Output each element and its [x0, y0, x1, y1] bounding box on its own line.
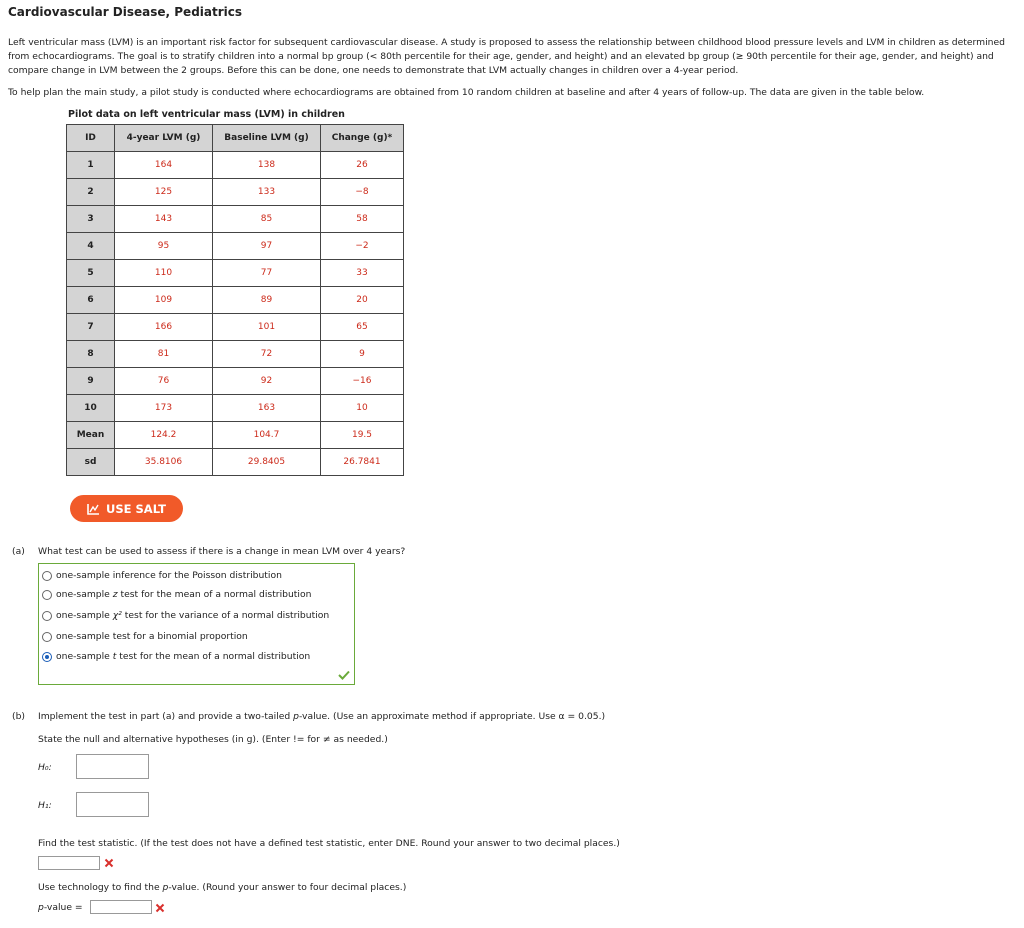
table-cell: 58 — [321, 206, 404, 233]
pilot-paragraph: To help plan the main study, a pilot study is conducted where echocardiograms are obtained from 10 random children at baseline and after 4 years of follow-up. The data are given in the table below. — [8, 87, 925, 98]
table-cell: 133 — [213, 179, 321, 206]
table-cell: 104.7 — [213, 422, 321, 449]
table-cell: −8 — [321, 179, 404, 206]
radio-button-selected[interactable] — [42, 652, 52, 662]
table-row — [67, 152, 404, 179]
row-id-cell: 8 — [67, 341, 115, 368]
table-cell: 143 — [115, 206, 213, 233]
test-statistic-input[interactable] — [38, 856, 100, 870]
choice-item[interactable] — [42, 610, 329, 621]
header-id: ID — [67, 125, 115, 152]
part-a-label: (a) — [12, 546, 25, 557]
h1-input[interactable] — [76, 792, 149, 817]
part-b-question: Implement the test in part (a) and provide a two-tailed p-value. (Use an approximate method if appropriate. Use α = 0.05.) — [38, 711, 606, 722]
row-id-cell: sd — [67, 449, 115, 476]
table-row — [67, 422, 404, 449]
table-cell: −16 — [321, 368, 404, 395]
table-cell: 10 — [321, 395, 404, 422]
table-cell: 97 — [213, 233, 321, 260]
table-cell: 26 — [321, 152, 404, 179]
radio-button[interactable] — [42, 590, 52, 600]
table-row — [67, 179, 404, 206]
row-id-cell: 5 — [67, 260, 115, 287]
header-change: Change (g)* — [321, 125, 404, 152]
h0-input[interactable] — [76, 754, 149, 779]
table-cell: 19.5 — [321, 422, 404, 449]
table-cell: 92 — [213, 368, 321, 395]
table-cell: 77 — [213, 260, 321, 287]
table-row — [67, 233, 404, 260]
table-cell: 163 — [213, 395, 321, 422]
table-cell: 166 — [115, 314, 213, 341]
table-cell: 35.8106 — [115, 449, 213, 476]
choice-text: one-sample t test for the mean of a normal distribution — [56, 651, 311, 662]
row-id-cell: 7 — [67, 314, 115, 341]
table-cell: 26.7841 — [321, 449, 404, 476]
row-id-cell: 10 — [67, 395, 115, 422]
page-title: Cardiovascular Disease, Pediatrics — [8, 5, 243, 19]
test-statistic-prompt: Find the test statistic. (If the test does not have a defined test statistic, enter DNE. Round your answer to two decimal places.) — [38, 838, 620, 849]
h1-label: H₁: — [38, 800, 52, 811]
header-baseline-lvm: Baseline LVM (g) — [213, 125, 321, 152]
table-cell: 76 — [115, 368, 213, 395]
table-cell: 110 — [115, 260, 213, 287]
h0-label: H₀: — [38, 762, 52, 773]
table-cell: 109 — [115, 287, 213, 314]
table-header-row — [67, 125, 404, 152]
table-cell: 81 — [115, 341, 213, 368]
row-id-cell: Mean — [67, 422, 115, 449]
wrong-x-icon — [104, 858, 114, 868]
part-a-question: What test can be used to assess if there is a change in mean LVM over 4 years? — [38, 546, 406, 557]
use-salt-label: USE SALT — [106, 501, 166, 516]
lvm-table — [66, 124, 404, 476]
intro-paragraph: Left ventricular mass (LVM) is an important risk factor for subsequent cardiovascular disease. A study is proposed to assess the relationship between childhood blood pressure levels and LVM in children as determined from echocardiograms. The goal is to stratify children into a normal bp group (< 80th percentile for their age, gender, and height) and an elevated bp group (≥ 90th percentile for their age, gender, and height) and compare change in LVM between the 2 groups. Before this can be done, one needs to demonstrate that LVM actually changes in children over a 4-year period. — [8, 37, 1005, 76]
row-id-cell: 9 — [67, 368, 115, 395]
table-row — [67, 341, 404, 368]
table-cell: 125 — [115, 179, 213, 206]
table-cell: −2 — [321, 233, 404, 260]
table-cell: 95 — [115, 233, 213, 260]
table-cell: 65 — [321, 314, 404, 341]
table-cell: 164 — [115, 152, 213, 179]
table-row — [67, 368, 404, 395]
table-cell: 33 — [321, 260, 404, 287]
row-id-cell: 4 — [67, 233, 115, 260]
radio-button[interactable] — [42, 611, 52, 621]
hypotheses-instruction: State the null and alternative hypotheses (in g). (Enter != for ≠ as needed.) — [38, 734, 388, 745]
table-row — [67, 206, 404, 233]
table-row — [67, 395, 404, 422]
table-cell: 89 — [213, 287, 321, 314]
table-cell: 29.8405 — [213, 449, 321, 476]
choice-text: one-sample test for a binomial proportion — [56, 631, 248, 642]
table-cell: 124.2 — [115, 422, 213, 449]
choice-text: one-sample z test for the mean of a normal distribution — [56, 589, 312, 600]
chart-icon — [87, 503, 100, 515]
table-row — [67, 287, 404, 314]
choice-text: one-sample inference for the Poisson distribution — [56, 570, 282, 581]
row-id-cell: 1 — [67, 152, 115, 179]
choice-item[interactable] — [42, 589, 311, 600]
header-4yr-lvm: 4-year LVM (g) — [115, 125, 213, 152]
p-value-label: p-value = — [38, 902, 83, 913]
choice-item[interactable] — [42, 651, 310, 662]
table-cell: 9 — [321, 341, 404, 368]
choice-item[interactable] — [42, 631, 248, 642]
radio-button[interactable] — [42, 571, 52, 581]
table-row — [67, 449, 404, 476]
table-cell: 85 — [213, 206, 321, 233]
part-b-label: (b) — [12, 711, 26, 722]
choice-text: one-sample χ² test for the variance of a normal distribution — [56, 610, 330, 621]
row-id-cell: 6 — [67, 287, 115, 314]
p-value-input[interactable] — [90, 900, 152, 914]
table-cell: 173 — [115, 395, 213, 422]
choice-item[interactable] — [42, 570, 282, 581]
correct-check-icon — [338, 670, 350, 680]
choice-box — [38, 563, 355, 685]
table-row — [67, 260, 404, 287]
table-cell: 138 — [213, 152, 321, 179]
table-caption: Pilot data on left ventricular mass (LVM) in children — [68, 109, 345, 120]
wrong-x-icon — [155, 903, 165, 913]
row-id-cell: 2 — [67, 179, 115, 206]
table-cell: 20 — [321, 287, 404, 314]
table-cell: 101 — [213, 314, 321, 341]
table-row — [67, 314, 404, 341]
row-id-cell: 3 — [67, 206, 115, 233]
table-cell: 72 — [213, 341, 321, 368]
use-salt-button[interactable] — [70, 495, 183, 522]
p-value-prompt: Use technology to find the p-value. (Round your answer to four decimal places.) — [38, 882, 407, 893]
radio-button[interactable] — [42, 632, 52, 642]
